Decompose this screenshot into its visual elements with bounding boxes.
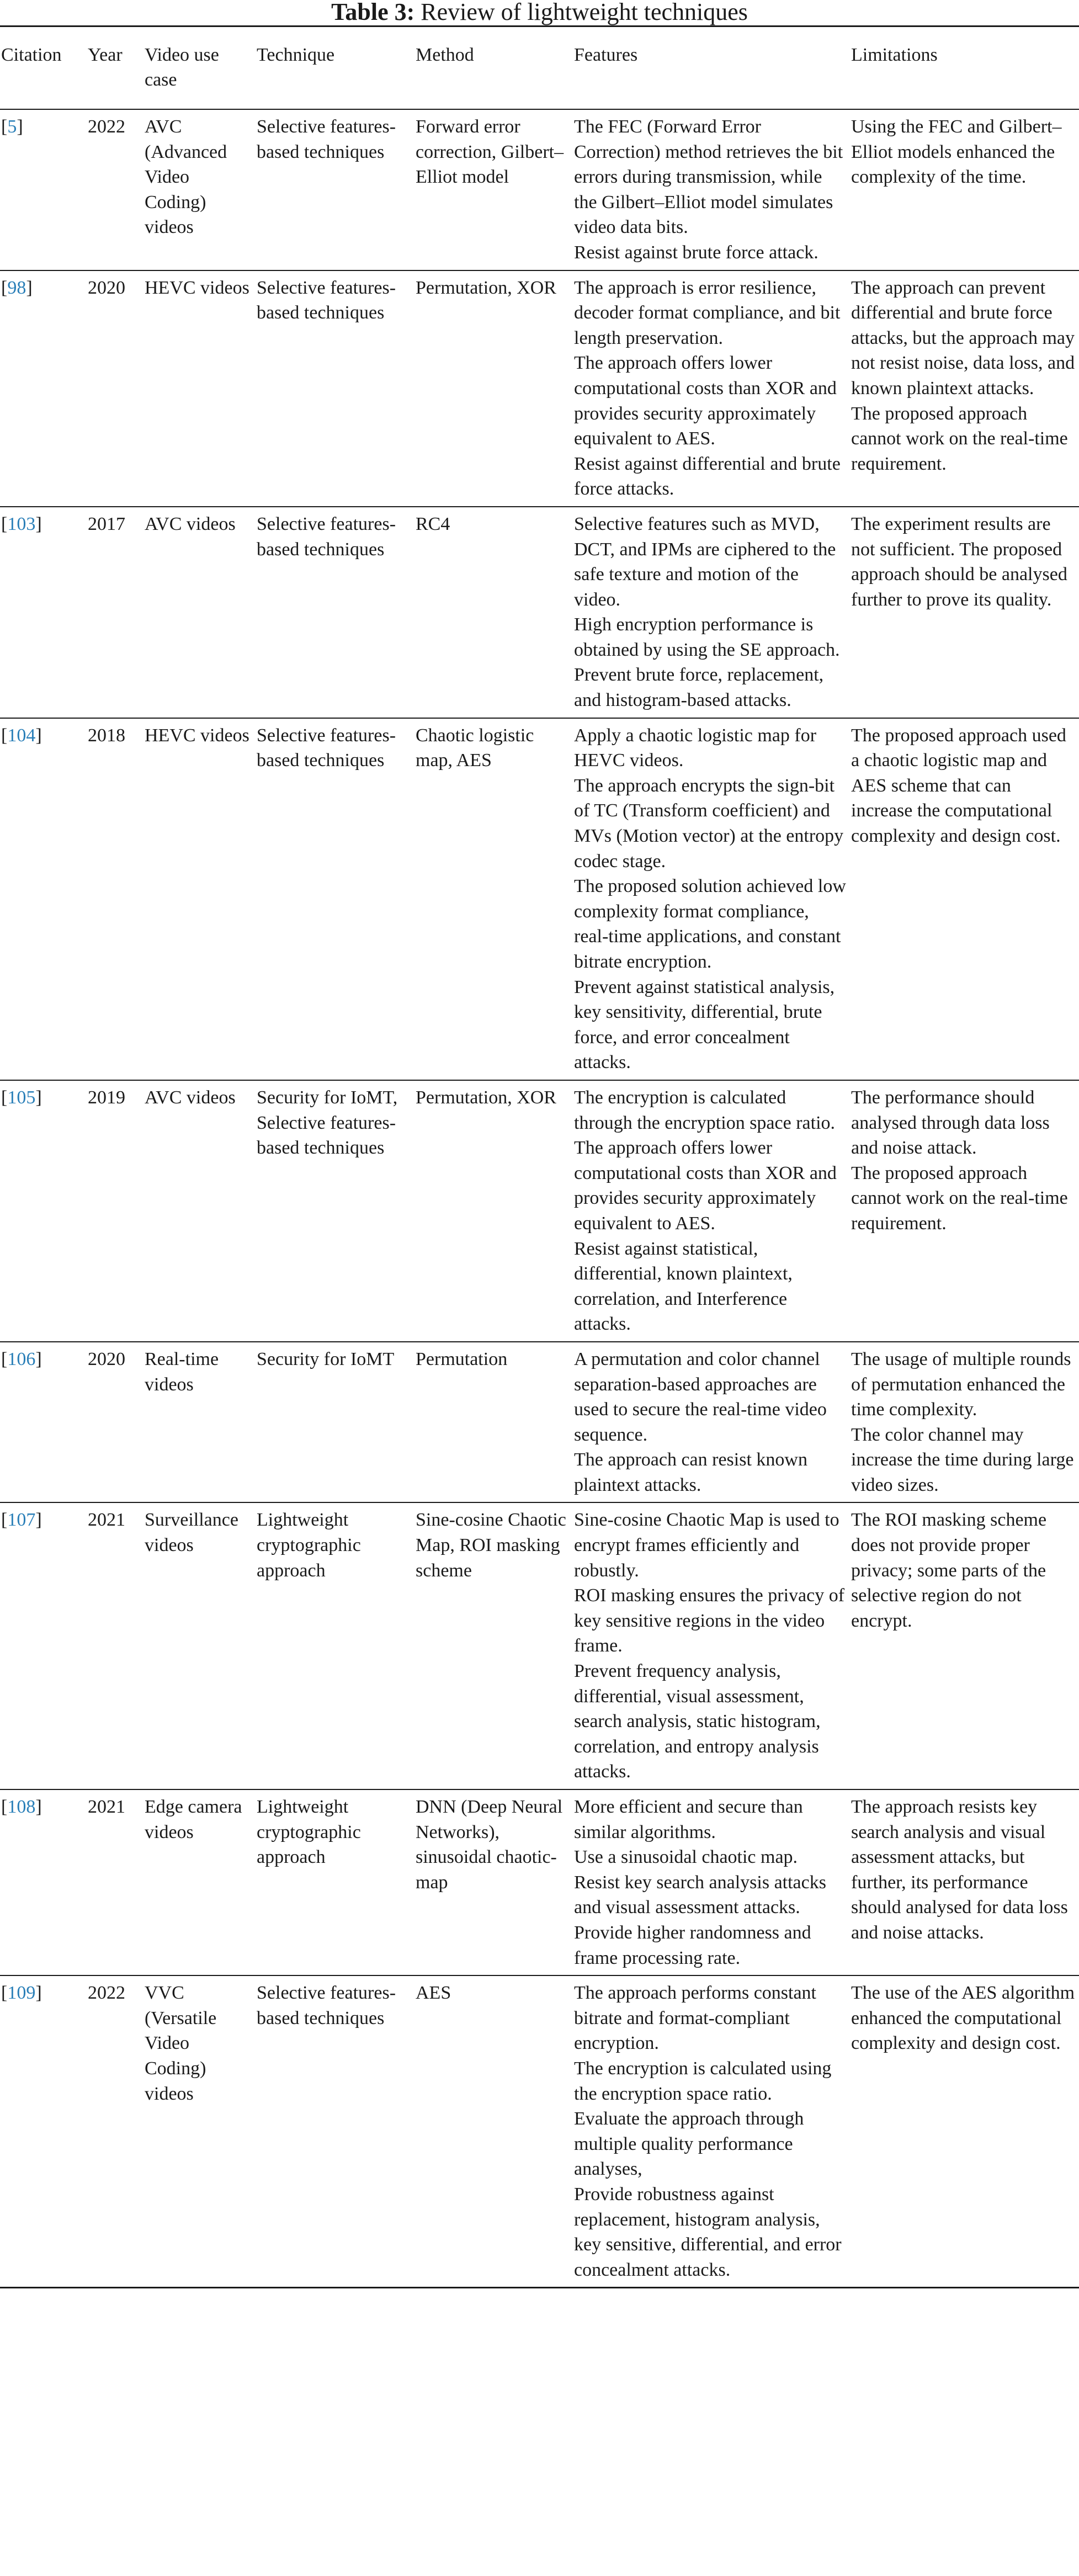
cell-video-use-case: HEVC videos [142,718,254,1080]
cell-technique: Selective features-based techniques [254,270,413,507]
feature-item: The approach performs constant bitrate and format-compliant encryption. [574,1983,816,2054]
cell-limitations [849,1342,1079,1503]
feature-item: Apply a chaotic logistic map for HEVC videos. [574,725,817,771]
feature-item: Resist against differential and brute force attacks. [574,453,841,500]
feature-item: The proposed solution achieved low complexity format compliance, real-time applications, and constant bitrate encryption. [574,876,846,972]
feature-item: Resist against brute force attack. [574,242,818,263]
table-row [0,718,1079,1080]
cell-limitations [849,270,1079,507]
cell-year: 2022 [86,109,142,270]
cell-features [572,1080,849,1342]
table-row [0,109,1079,270]
cell-limitations [849,1789,1079,1975]
header-limitations: Limitations [849,26,1079,110]
cell-features [572,1502,849,1789]
citation-link[interactable]: 104 [7,725,36,746]
cell-year: 2021 [86,1502,142,1789]
feature-item: The approach is error resilience, decoder format compliance, and bit length preservation. [574,277,841,348]
cell-video-use-case: AVC (Advanced Video Coding) videos [142,109,254,270]
citation-link[interactable]: 98 [7,277,26,298]
limitation-item: The proposed approach cannot work on the real-time requirement. [851,403,1068,474]
cell-features [572,1342,849,1503]
cell-features [572,270,849,507]
limitation-item: The performance should analysed through data loss and noise attack. [851,1087,1050,1159]
cell-citation: [103] [0,507,86,718]
cell-technique: Lightweight cryptographic approach [254,1789,413,1975]
cell-year: 2021 [86,1789,142,1975]
feature-item: The encryption is calculated using the encryption space ratio. [574,2058,832,2104]
feature-item: A permutation and color channel separation-based approaches are used to secure the real-time video sequence. [574,1348,827,1445]
cell-method: Chaotic logistic map, AES [413,718,572,1080]
cell-features [572,109,849,270]
cell-technique: Selective features-based techniques [254,718,413,1080]
feature-item: Prevent against statistical analysis, key sensitivity, differential, brute force, and error concealment attacks. [574,976,835,1073]
cell-features [572,1975,849,2288]
limitation-item: The approach resists key search analysis and visual assessment attacks, but further, its performance should analysed for data loss and noise attacks. [851,1797,1068,1943]
feature-item: The approach offers lower computational costs than XOR and provides security approximately equivalent to AES. [574,353,837,449]
feature-item: Prevent frequency analysis, differential, visual assessment, search analysis, static histogram, correlation, and entropy analysis attacks. [574,1661,821,1782]
cell-technique: Selective features-based techniques [254,1975,413,2288]
cell-year: 2018 [86,718,142,1080]
cell-video-use-case: AVC videos [142,507,254,718]
feature-item: The approach encrypts the sign-bit of TC (Transform coefficient) and MVs (Motion vector) at the entropy codec stage. [574,775,844,872]
cell-method: Permutation [413,1342,572,1503]
cell-year: 2020 [86,270,142,507]
limitation-item: The approach can prevent differential and brute force attacks, but the approach may not resist noise, data loss, and known plaintext attacks. [851,277,1075,399]
limitation-item: The proposed approach cannot work on the real-time requirement. [851,1162,1068,1234]
feature-item: Evaluate the approach through multiple quality performance analyses, [574,2108,804,2180]
header-video-use-case: Video use case [142,26,254,110]
header-row [0,26,1079,110]
cell-technique: Security for IoMT [254,1342,413,1503]
cell-citation: [104] [0,718,86,1080]
cell-citation: [108] [0,1789,86,1975]
caption-title: Review of lightweight techniques [421,0,748,25]
limitation-item: The color channel may increase the time during large video sizes. [851,1424,1074,1495]
citation-link[interactable]: 5 [7,116,17,137]
cell-method: AES [413,1975,572,2288]
header-features: Features [572,26,849,110]
feature-item: Use a sinusoidal chaotic map. [574,1847,798,1868]
cell-year: 2017 [86,507,142,718]
table-row [0,270,1079,507]
cell-limitations [849,109,1079,270]
citation-link[interactable]: 106 [7,1348,36,1369]
citation-link[interactable]: 108 [7,1797,36,1817]
cell-citation: [5] [0,109,86,270]
feature-item: The encryption is calculated through the encryption space ratio. [574,1087,836,1133]
table-caption [0,0,1079,25]
cell-limitations [849,718,1079,1080]
feature-item: Selective features such as MVD, DCT, and IPMs are ciphered to the safe texture and motion of the video. [574,513,836,610]
feature-item: Provide robustness against replacement, histogram analysis, key sensitive, differential, and error concealment attacks. [574,2184,842,2280]
table-row [0,1502,1079,1789]
table-row [0,1975,1079,2288]
cell-features [572,1789,849,1975]
feature-item: The approach can resist known plaintext attacks. [574,1449,807,1495]
cell-citation: [107] [0,1502,86,1789]
citation-link[interactable]: 105 [7,1087,36,1108]
feature-item: More efficient and secure than similar algorithms. [574,1797,803,1842]
feature-item: ROI masking ensures the privacy of key sensitive regions in the video frame. [574,1585,845,1656]
cell-technique: Selective features-based techniques [254,507,413,718]
feature-item: The approach offers lower computational costs than XOR and provides security approximately equivalent to AES. [574,1138,837,1234]
cell-video-use-case: AVC videos [142,1080,254,1342]
limitation-item: The proposed approach used a chaotic logistic map and AES scheme that can increase the computational complexity and design cost. [851,725,1066,847]
table-row [0,507,1079,718]
cell-year: 2020 [86,1342,142,1503]
header-year: Year [86,26,142,110]
limitation-item: The experiment results are not sufficient. The proposed approach should be analysed further to prove its quality. [851,513,1067,610]
feature-item: Resist against statistical, differential, known plaintext, correlation, and Interference attacks. [574,1238,793,1335]
feature-item: The FEC (Forward Error Correction) method retrieves the bit errors during transmission, while the Gilbert–Elliot model simulates video data bits. [574,116,843,238]
table-row [0,1342,1079,1503]
table-body [0,109,1079,2288]
feature-item: Prevent brute force, replacement, and histogram-based attacks. [574,665,824,711]
table-row [0,1080,1079,1342]
cell-video-use-case: Edge camera videos [142,1789,254,1975]
citation-link[interactable]: 107 [7,1510,36,1531]
cell-citation: [98] [0,270,86,507]
cell-method: Permutation, XOR [413,270,572,507]
cell-method: RC4 [413,507,572,718]
cell-limitations [849,507,1079,718]
cell-year: 2022 [86,1975,142,2288]
cell-technique: Selective features-based techniques [254,109,413,270]
cell-video-use-case: Real-time videos [142,1342,254,1503]
feature-item: Resist key search analysis attacks and visual assessment attacks. [574,1872,826,1918]
limitation-item: The use of the AES algorithm enhanced the computational complexity and design cost. [851,1983,1075,2054]
feature-item: Sine-cosine Chaotic Map is used to encrypt frames efficiently and robustly. [574,1510,839,1581]
citation-link[interactable]: 109 [7,1983,36,2004]
table-row [0,1789,1079,1975]
cell-technique: Lightweight cryptographic approach [254,1502,413,1789]
cell-video-use-case: HEVC videos [142,270,254,507]
header-technique: Technique [254,26,413,110]
cell-limitations [849,1080,1079,1342]
citation-link[interactable]: 103 [7,513,36,534]
cell-technique: Security for IoMT, Selective features-based techniques [254,1080,413,1342]
cell-method: DNN (Deep Neural Networks), sinusoidal chaotic-map [413,1789,572,1975]
cell-video-use-case: Surveillance videos [142,1502,254,1789]
cell-limitations [849,1975,1079,2288]
header-method: Method [413,26,572,110]
cell-citation: [106] [0,1342,86,1503]
cell-citation: [105] [0,1080,86,1342]
cell-video-use-case: VVC (Versatile Video Coding) videos [142,1975,254,2288]
review-table [0,25,1079,2288]
cell-features [572,718,849,1080]
cell-method: Sine-cosine Chaotic Map, ROI masking scheme [413,1502,572,1789]
cell-method: Forward error correction, Gilbert–Elliot model [413,109,572,270]
header-citation: Citation [0,26,86,110]
cell-citation: [109] [0,1975,86,2288]
limitation-item: The usage of multiple rounds of permutation enhanced the time complexity. [851,1348,1071,1420]
limitation-item: The ROI masking scheme does not provide proper privacy; some parts of the selective region do not encrypt. [851,1510,1047,1631]
feature-item: Provide higher randomness and frame processing rate. [574,1922,811,1968]
cell-limitations [849,1502,1079,1789]
caption-label: Table 3: [331,0,415,25]
cell-method: Permutation, XOR [413,1080,572,1342]
limitation-item: Using the FEC and Gilbert–Elliot models enhanced the complexity of the time. [851,116,1062,188]
feature-item: High encryption performance is obtained by using the SE approach. [574,614,840,660]
cell-features [572,507,849,718]
cell-year: 2019 [86,1080,142,1342]
